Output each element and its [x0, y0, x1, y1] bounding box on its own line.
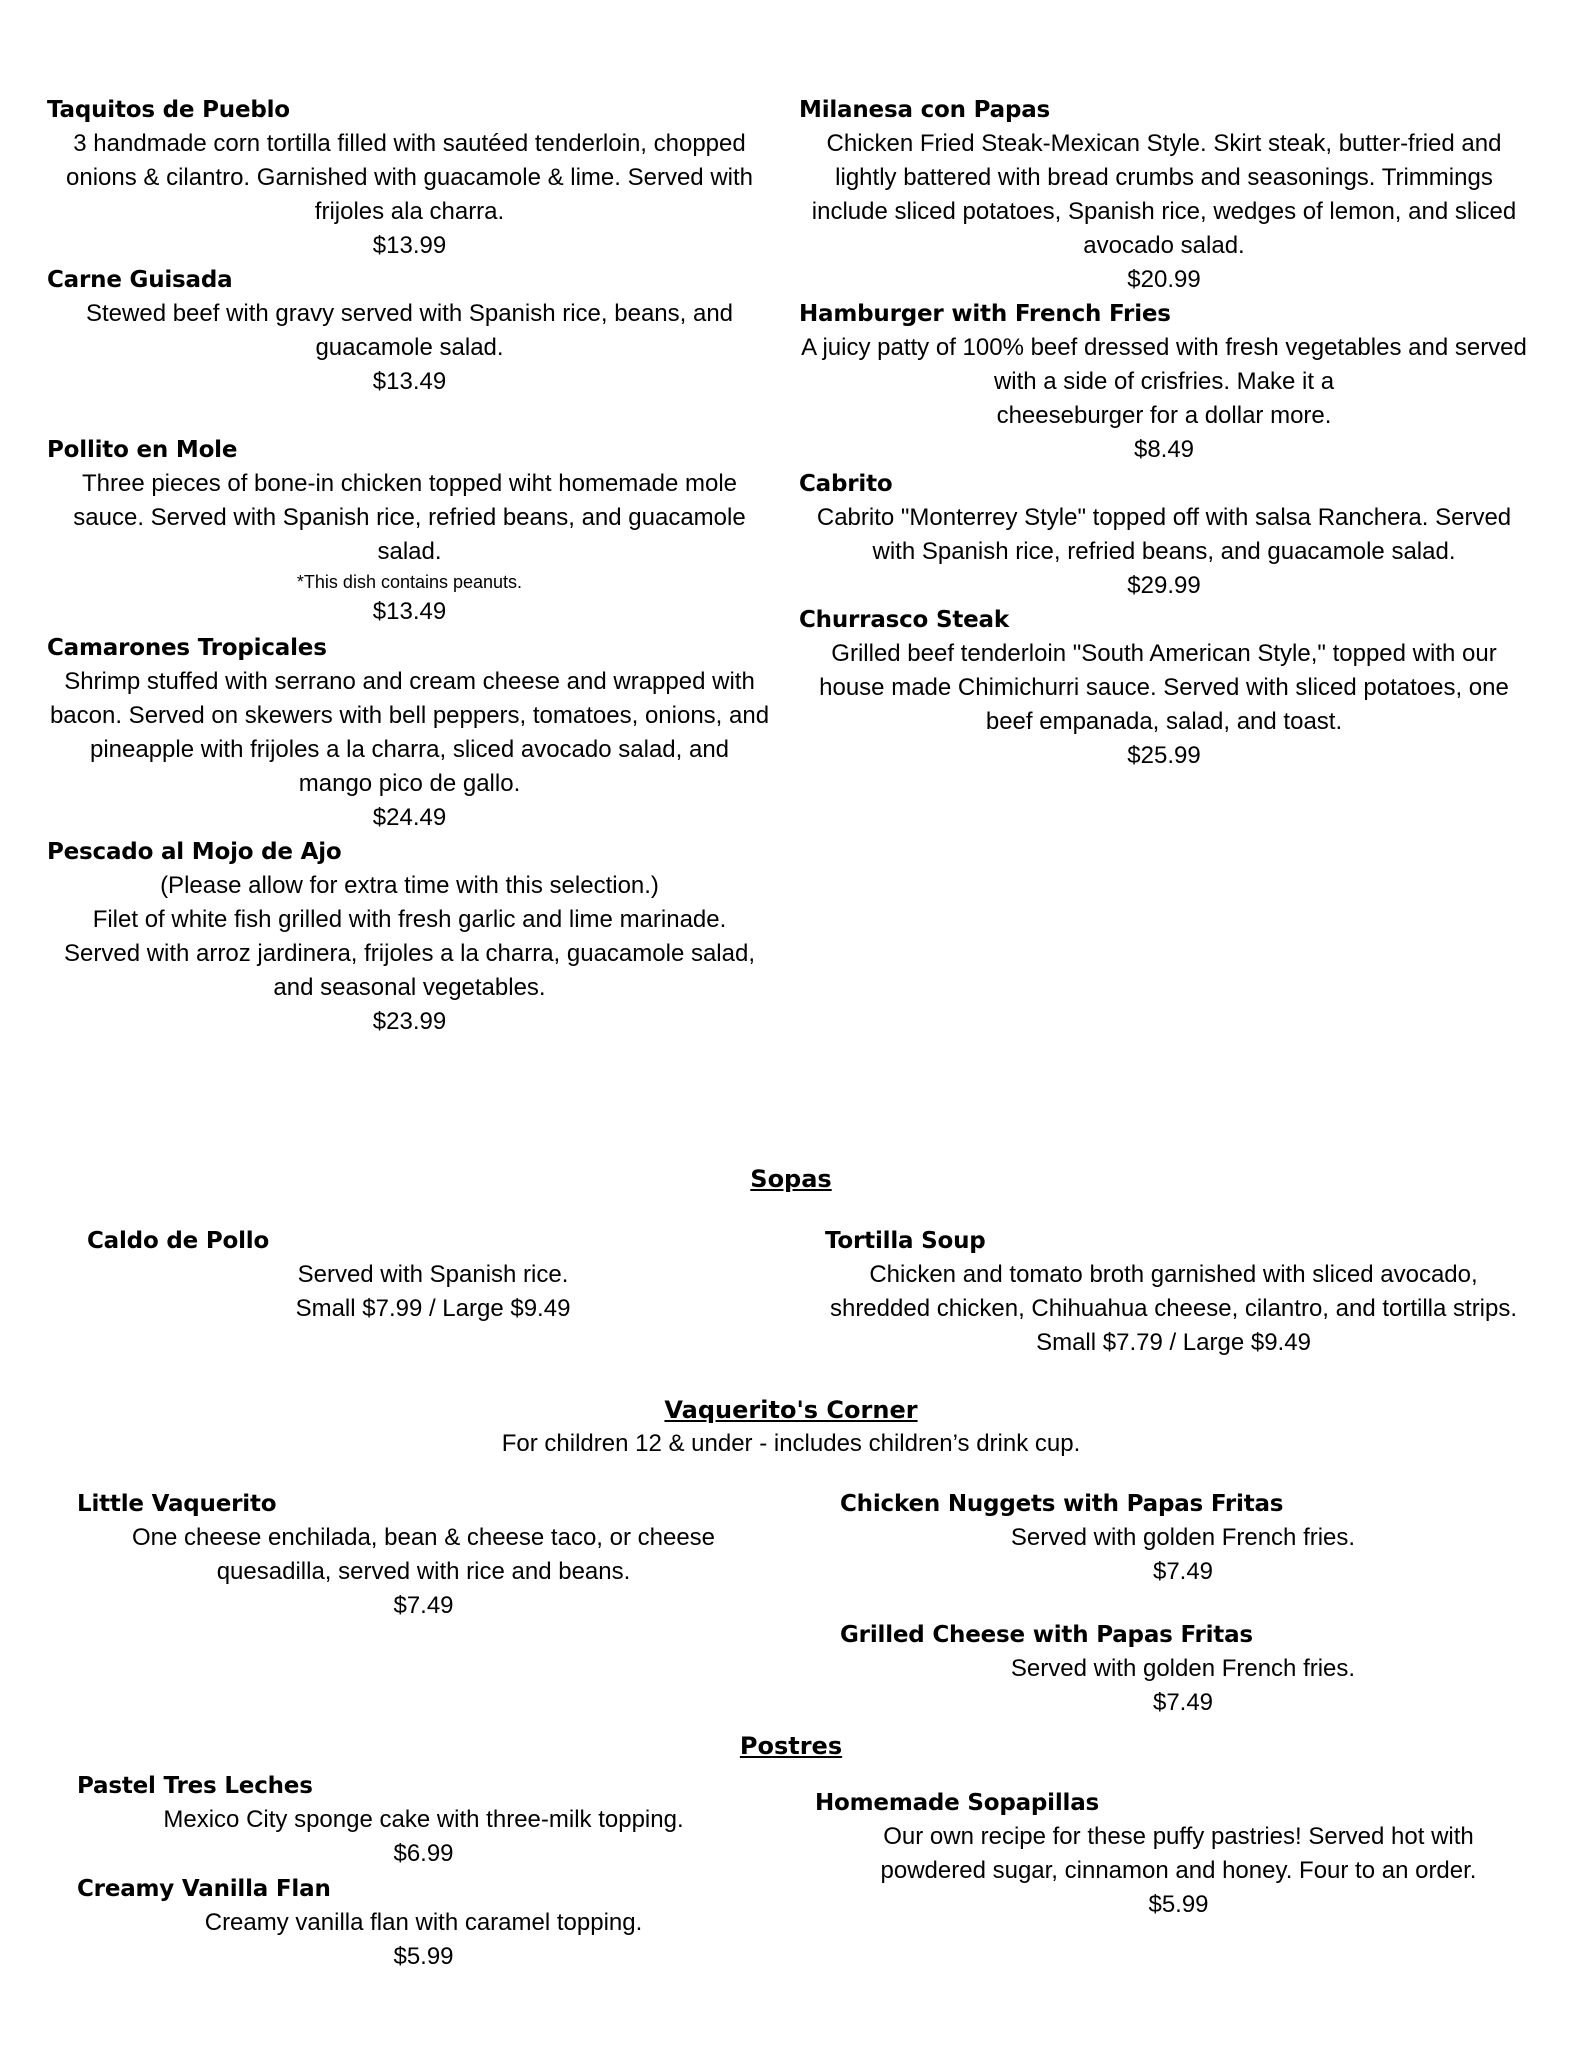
item-description-line: avocado salad. [1083, 232, 1245, 259]
menu-item-grilled-cheese [840, 1618, 1356, 1716]
item-description-line: with a side of crisfries. Make it a [993, 368, 1335, 395]
item-description-line: Chicken and tomato broth garnished with sliced avocado, [869, 1261, 1478, 1288]
section-heading-vaqueritos-corner: Vaquerito's Corner [664, 1396, 918, 1424]
section-heading-postres: Postres [739, 1732, 843, 1760]
item-name: Pollito en Mole [47, 437, 238, 463]
item-description-line: Shrimp stuffed with serrano and cream cheese and wrapped with [64, 668, 755, 695]
item-description-line: and seasonal vegetables. [273, 974, 546, 1001]
item-description-line: Chicken Fried Steak-Mexican Style. Skirt steak, butter-fried and [826, 130, 1502, 157]
item-description-line: Served with Spanish rice. [297, 1261, 569, 1288]
item-price: $5.99 [1148, 1891, 1209, 1918]
menu-item-tortilla-soup [825, 1224, 1518, 1356]
item-description-line: guacamole salad. [315, 334, 504, 361]
item-description-line: Mexico City sponge cake with three-milk topping. [163, 1806, 684, 1833]
item-price: $13.49 [372, 598, 447, 625]
item-name: Pescado al Mojo de Ajo [47, 839, 342, 865]
item-name: Chicken Nuggets with Papas Fritas [840, 1491, 1284, 1517]
item-name: Caldo de Pollo [87, 1228, 270, 1254]
item-description-line: pineapple with frijoles a la charra, sliced avocado salad, and [89, 736, 730, 763]
item-description-line: mango pico de gallo. [298, 770, 521, 797]
menu-item-milanesa-con-papas [799, 93, 1517, 293]
item-name: Camarones Tropicales [47, 635, 327, 661]
item-price: $7.49 [393, 1592, 454, 1619]
item-price: $29.99 [1127, 572, 1201, 599]
item-name: Cabrito [799, 471, 893, 497]
item-description-line: A juicy patty of 100% beef dressed with fresh vegetables and served [801, 334, 1527, 361]
item-description-line: Cabrito "Monterrey Style" topped off with salsa Ranchera. Served [816, 504, 1512, 531]
item-price: $23.99 [372, 1008, 447, 1035]
item-name: Tortilla Soup [825, 1228, 986, 1254]
item-price: $8.49 [1133, 436, 1195, 463]
item-description-line: bacon. Served on skewers with bell peppers, tomatoes, onions, and [49, 702, 770, 729]
item-description-line: Creamy vanilla flan with caramel topping. [204, 1909, 643, 1936]
item-name: Carne Guisada [47, 267, 233, 293]
item-price: $20.99 [1127, 266, 1201, 293]
menu-item-hamburger-with-french-fries [799, 297, 1527, 463]
item-description-line: quesadilla, served with rice and beans. [216, 1558, 631, 1585]
item-name: Grilled Cheese with Papas Fritas [840, 1622, 1253, 1648]
item-description-line: shredded chicken, Chihuahua cheese, cilantro, and tortilla strips. [829, 1295, 1518, 1322]
menu-item-homemade-sopapillas [815, 1786, 1477, 1918]
item-name: Milanesa con Papas [799, 97, 1051, 123]
menu-item-pastel-tres-leches [77, 1769, 684, 1867]
item-price: $6.99 [393, 1840, 454, 1867]
item-price: $24.49 [372, 804, 447, 831]
menu-item-camarones-tropicales [47, 631, 770, 831]
item-price: $25.99 [1127, 742, 1201, 769]
menu-item-cabrito [799, 467, 1512, 599]
item-description-line: Served with arroz jardinera, frijoles a la charra, guacamole salad, [64, 940, 755, 967]
item-description-line: Stewed beef with gravy served with Spanish rice, beans, and [85, 300, 734, 327]
section-heading-sopas: Sopas [750, 1165, 832, 1193]
item-description-line: salad. [377, 538, 442, 565]
section-subheading: For children 12 & under - includes children’s drink cup. [501, 1430, 1081, 1457]
item-price: Small $7.79 / Large $9.49 [1036, 1329, 1311, 1356]
item-description-line: sauce. Served with Spanish rice, refried beans, and guacamole [73, 504, 746, 531]
item-description-line: frijoles ala charra. [314, 198, 505, 225]
menu-item-churrasco-steak [799, 603, 1509, 769]
item-price: $13.99 [372, 232, 447, 259]
item-description-line: Our own recipe for these puffy pastries! Served hot with [883, 1823, 1474, 1850]
item-price: $13.49 [372, 368, 447, 395]
item-name: Taquitos de Pueblo [47, 97, 290, 123]
item-name: Little Vaquerito [77, 1491, 277, 1517]
item-description-line: Three pieces of bone-in chicken topped wiht homemade mole [81, 470, 738, 497]
menu-item-taquitos-de-pueblo [47, 93, 753, 259]
menu-item-pollito-en-mole [47, 433, 746, 625]
menu-item-pescado-al-mojo-de-ajo [47, 835, 755, 1035]
item-description-line: Grilled beef tenderloin "South American Style," topped with our [831, 640, 1497, 667]
menu-item-carne-guisada [47, 263, 734, 395]
item-name: Pastel Tres Leches [77, 1773, 313, 1799]
item-description-line: cheeseburger for a dollar more. [996, 402, 1332, 429]
item-name: Hamburger with French Fries [799, 301, 1171, 327]
item-description-line: house made Chimichurri sauce. Served with sliced potatoes, one [819, 674, 1509, 701]
item-description-line: with Spanish rice, refried beans, and guacamole salad. [872, 538, 1456, 565]
item-description-line: onions & cilantro. Garnished with guacamole & lime. Served with [66, 164, 753, 191]
menu-item-caldo-de-pollo [87, 1224, 571, 1322]
menu-item-little-vaquerito [77, 1487, 716, 1619]
item-description-line: include sliced potatoes, Spanish rice, wedges of lemon, and sliced [811, 198, 1517, 225]
item-description-line: lightly battered with bread crumbs and seasonings. Trimmings [835, 164, 1493, 191]
item-price: $7.49 [1152, 1558, 1214, 1585]
item-price: $7.49 [1152, 1689, 1214, 1716]
item-description-line: Served with golden French fries. [1010, 1655, 1356, 1682]
item-description-line: Served with golden French fries. [1010, 1524, 1356, 1551]
item-price: $5.99 [393, 1943, 454, 1970]
item-note: *This dish contains peanuts. [296, 572, 523, 592]
item-description-line: beef empanada, salad, and toast. [985, 708, 1343, 735]
item-description-line: powdered sugar, cinnamon and honey. Four to an order. [880, 1857, 1477, 1884]
item-name: Churrasco Steak [799, 607, 1009, 633]
item-description-line: 3 handmade corn tortilla filled with sautéed tenderloin, chopped [73, 130, 746, 157]
item-name: Homemade Sopapillas [815, 1790, 1100, 1816]
item-description-line: (Please allow for extra time with this selection.) [160, 872, 659, 899]
item-name: Creamy Vanilla Flan [77, 1876, 331, 1902]
menu-item-creamy-vanilla-flan [77, 1872, 643, 1970]
item-description-line: One cheese enchilada, bean & cheese taco, or cheese [131, 1524, 716, 1551]
item-price: Small $7.99 / Large $9.49 [295, 1295, 571, 1322]
menu-item-chicken-nuggets [840, 1487, 1356, 1585]
item-description-line: Filet of white fish grilled with fresh garlic and lime marinade. [92, 906, 727, 933]
